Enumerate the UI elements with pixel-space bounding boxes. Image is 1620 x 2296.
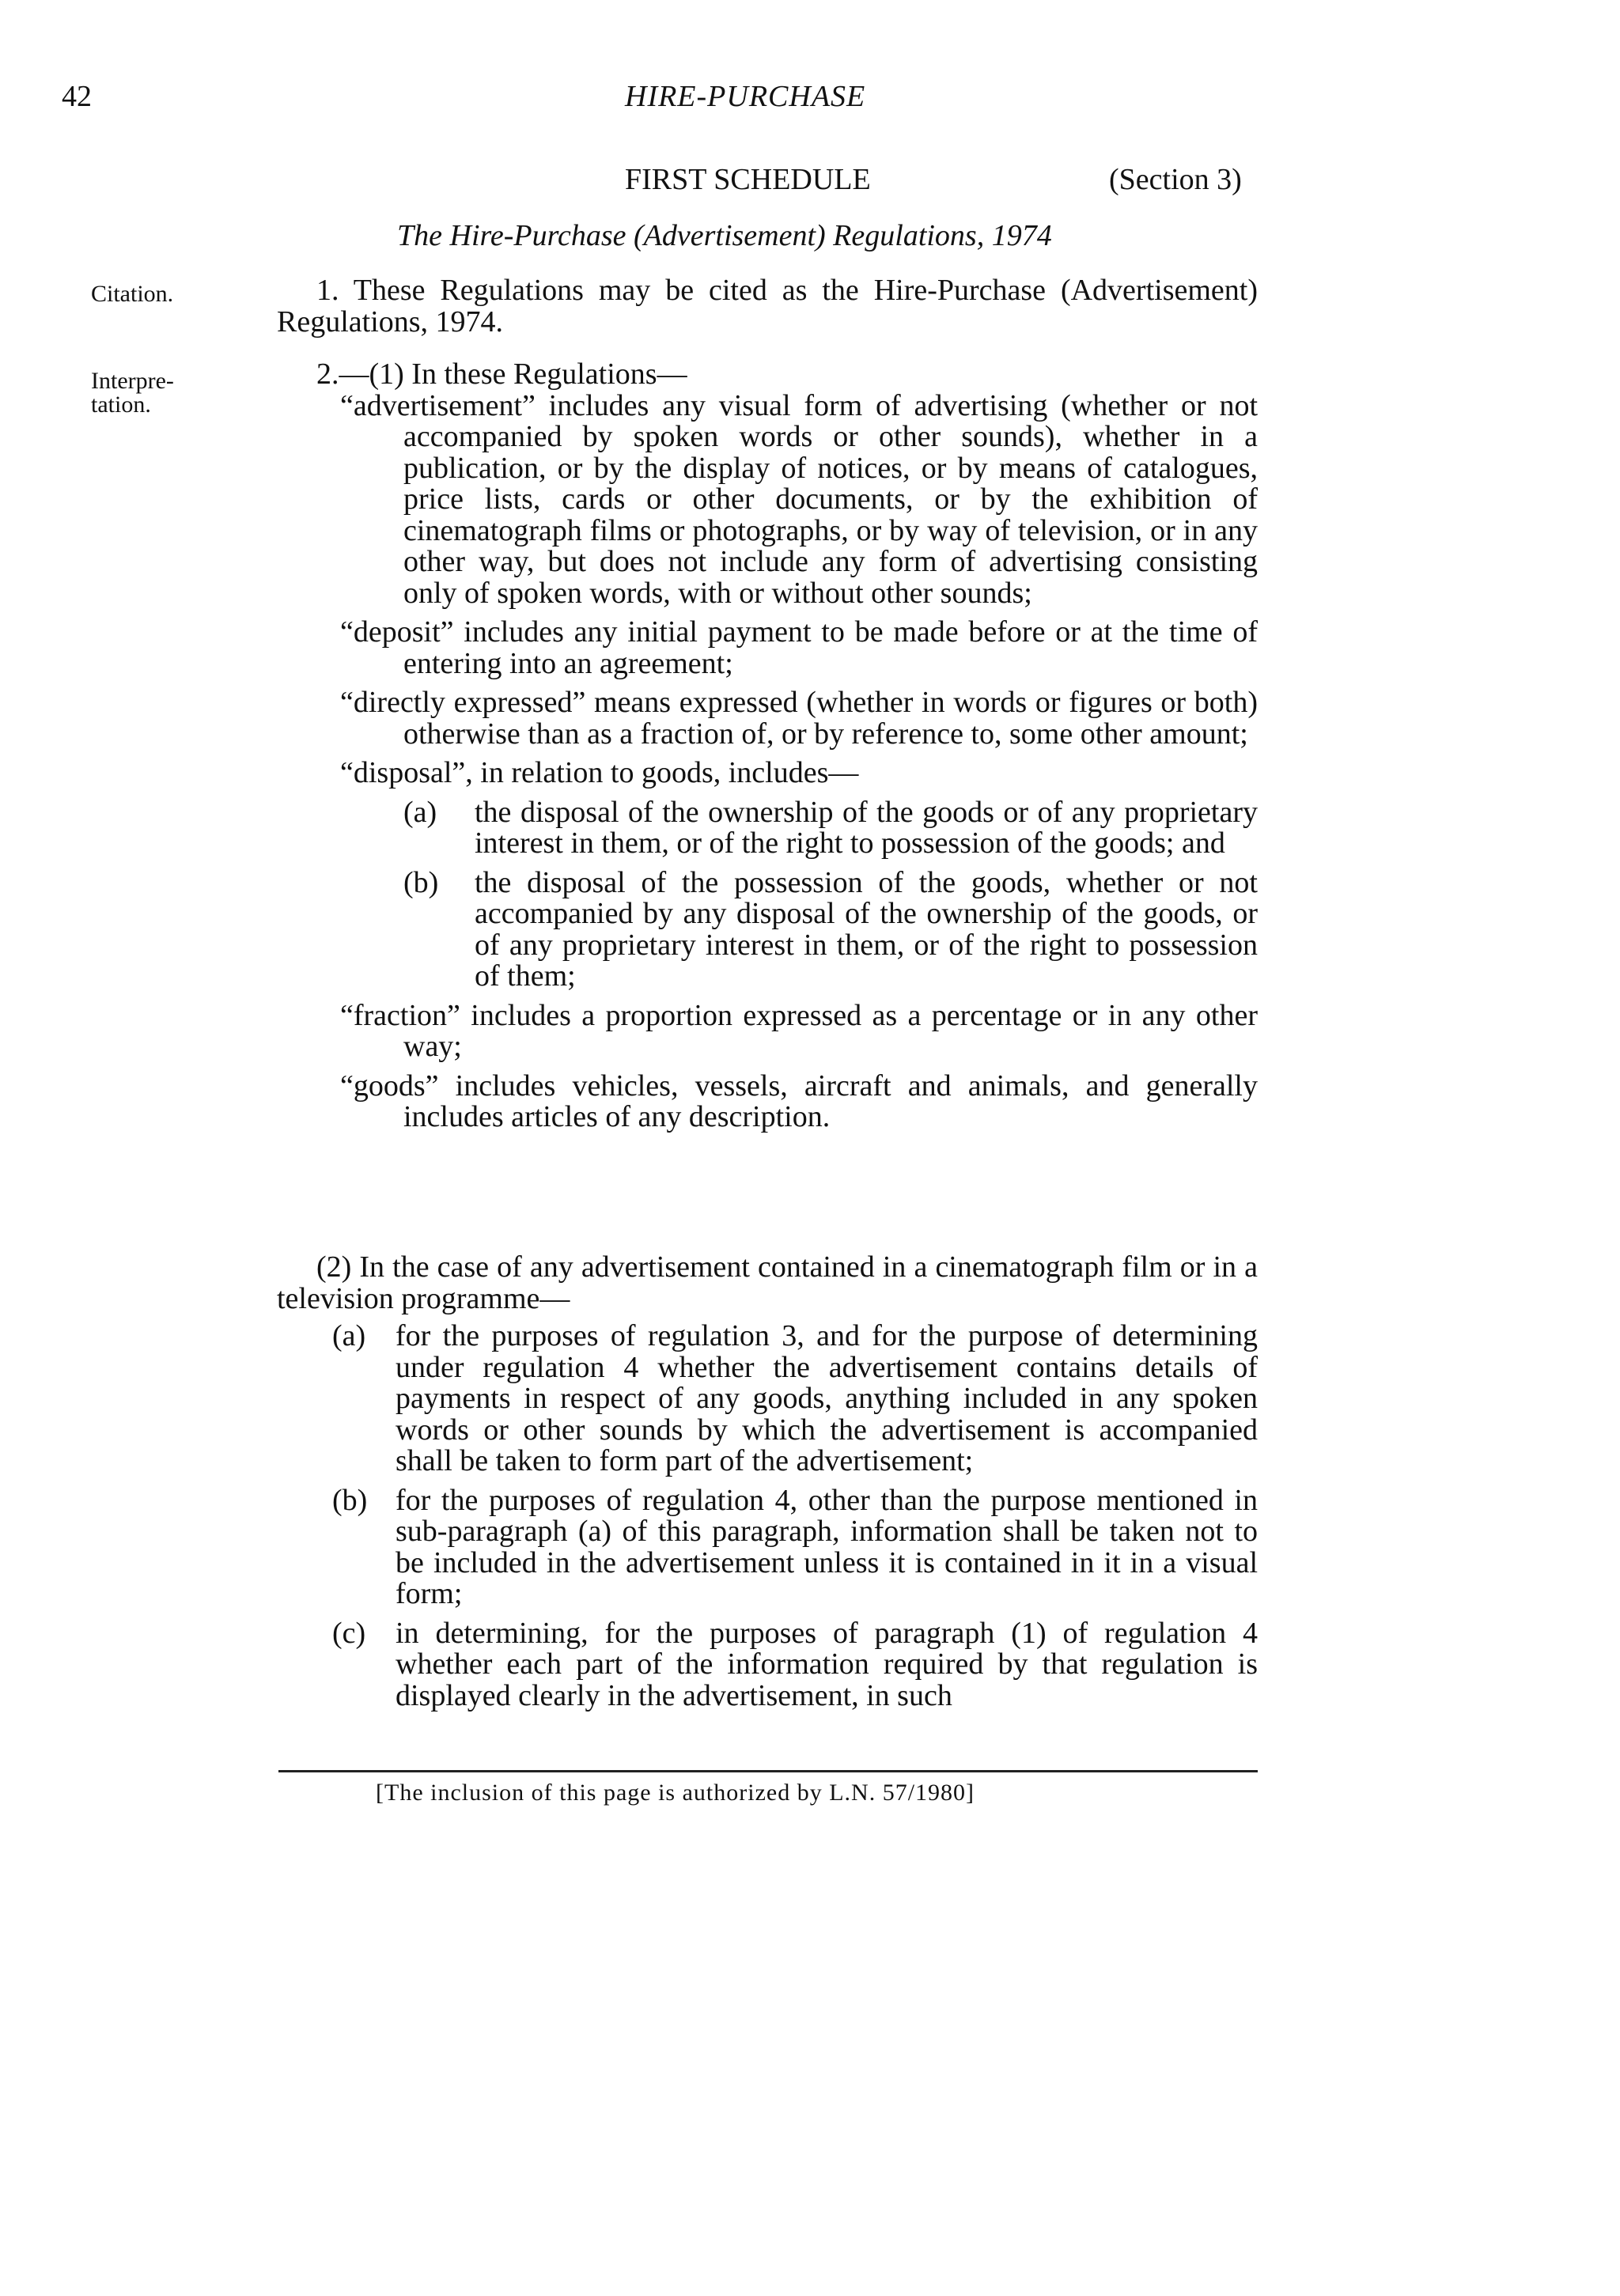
regulation-2-2-item-b-label: (b): [332, 1483, 368, 1517]
regulation-2-2-item-a-label: (a): [332, 1319, 366, 1352]
regulation-2-2-item-a: [277, 1321, 1258, 1477]
regulation-2-2-item-b: [277, 1485, 1258, 1610]
footer-divider: [278, 1770, 1258, 1772]
regulation-2-2-item-b-text: for the purposes of regulation 4, other than the purpose mentioned in sub-paragraph (a) of this paragraph, information shall be taken not to be included in the advertisement unless it is contained in it in a visual form;: [396, 1483, 1258, 1610]
regulation-2-2-item-c-label: (c): [332, 1616, 366, 1650]
running-title: HIRE-PURCHASE: [625, 80, 866, 113]
regulation-1-text: 1. These Regulations may be cited as the Hire-Purchase (Advertisement) Regulations, 1974.: [277, 274, 1258, 339]
disposal-item-a-text: the disposal of the ownership of the goods or of any proprietary interest in them, or of the right to possession of the goods; and: [475, 795, 1258, 860]
footer-authorization-note: [The inclusion of this page is authorized by L.N. 57/1980]: [376, 1780, 975, 1806]
regulation-2-intro: 2.—(1) In these Regulations—: [316, 357, 687, 391]
margin-note-interpretation-line1: Interpre-: [91, 368, 174, 394]
regulation-2-2-item-a-text: for the purposes of regulation 3, and for the purpose of determining under regulation 4 whether the advertisement contains details of payments in respect of any goods, anything included in any spoken words or other sounds by which the advertisement is accompanied shall be taken to form part of the advertisement;: [396, 1319, 1258, 1477]
regulation-2-block: [277, 359, 1258, 1133]
disposal-item-b-label: (b): [403, 865, 439, 899]
definition-directly-expressed: “directly expressed” means expressed (whether in words or figures or both) otherwise than as a fraction of, or by reference to, some other amount;: [340, 686, 1258, 751]
regulation-2-2-intro: (2) In the case of any advertisement contained in a cinematograph film or in a television programme—: [277, 1250, 1258, 1315]
margin-note-interpretation-line2: tation.: [91, 391, 151, 418]
definition-disposal-intro: “disposal”, in relation to goods, includes—: [340, 756, 859, 789]
section-reference: (Section 3): [1109, 163, 1242, 196]
regulation-1-block: [277, 275, 1258, 338]
disposal-item-b-text: the disposal of the possession of the goods, whether or not accompanied by any disposal of the ownership of the goods, or of any proprietary interest in them, or of the right to possession of them;: [475, 865, 1258, 993]
definition-fraction: “fraction” includes a proportion expressed as a percentage or in any other way;: [340, 998, 1258, 1063]
regulation-2-2-item-c-text: in determining, for the purposes of paragraph (1) of regulation 4 whether each part of the information required by that regulation is displayed clearly in the advertisement, in such: [396, 1616, 1258, 1712]
regulation-2-2-item-c: [277, 1618, 1258, 1712]
page-number: 42: [62, 80, 92, 113]
regulation-2-2-block: [277, 1252, 1258, 1712]
schedule-title: FIRST SCHEDULE: [625, 163, 871, 196]
disposal-item-a: [340, 797, 1258, 860]
margin-note-citation: Citation.: [91, 281, 174, 307]
definition-goods: “goods” includes vehicles, vessels, aircraft and animals, and generally includes articles of any description.: [340, 1069, 1258, 1133]
regulations-title: The Hire-Purchase (Advertisement) Regulations, 1974: [397, 219, 1052, 252]
definition-advertisement: “advertisement” includes any visual form of advertising (whether or not accompanied by spoken words or other sounds), whether in a publication, or by the display of notices, or by means of catalogues, price lists, cards or other documents, or by the exhibition of cinematograph films or photographs, or by way of television, or in any other way, but does not include any form of advertising consisting only of spoken words, with or without other sounds;: [340, 388, 1258, 610]
disposal-item-a-label: (a): [403, 795, 437, 829]
margin-note-interpretation: [91, 369, 174, 417]
definition-deposit: “deposit” includes any initial payment to be made before or at the time of entering into an agreement;: [340, 615, 1258, 680]
disposal-item-b: [340, 865, 1258, 993]
